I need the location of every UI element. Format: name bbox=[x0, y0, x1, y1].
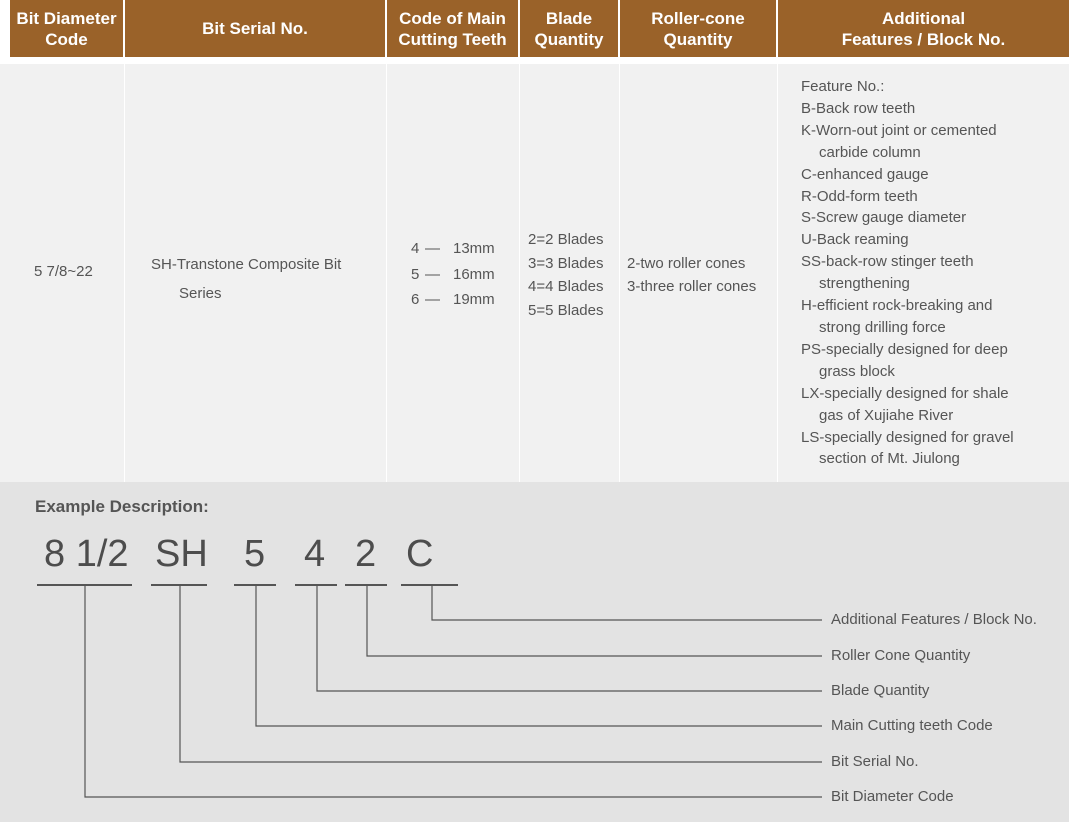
feature-item: R-Odd-form teeth bbox=[801, 187, 918, 205]
connector-serial bbox=[180, 585, 822, 762]
feature-item: carbide column bbox=[819, 143, 921, 161]
feature-item: H-efficient rock-breaking and bbox=[801, 297, 993, 315]
header-roller-cone-quantity: Roller-cone Quantity bbox=[620, 0, 776, 57]
feature-item: S-Screw gauge diameter bbox=[801, 209, 967, 227]
header-bit-diameter-code: Bit Diameter Code bbox=[10, 0, 123, 57]
serial-line-1: SH-Transtone Composite Bit bbox=[151, 256, 342, 273]
label-bit-serial-no: Bit Serial No. bbox=[831, 753, 919, 770]
feature-item: U-Back reaming bbox=[801, 231, 909, 249]
code-segment-diameter: 8 1/2 bbox=[44, 533, 129, 575]
connector-feature bbox=[432, 585, 822, 620]
teeth-size: 16mm bbox=[453, 265, 495, 283]
blade-item: 3=3 Blades bbox=[528, 254, 604, 272]
label-main-cutting-teeth-code: Main Cutting teeth Code bbox=[831, 717, 993, 734]
teeth-code: 4 bbox=[411, 240, 420, 257]
blade-item: 5=5 Blades bbox=[528, 301, 604, 319]
feature-item: SS-back-row stinger teeth bbox=[801, 253, 974, 271]
blade-item: 4=4 Blades bbox=[528, 278, 604, 295]
code-segment-feature: C bbox=[406, 533, 434, 575]
feature-item: strengthening bbox=[819, 275, 910, 293]
teeth-size: 13mm bbox=[453, 240, 495, 257]
teeth-dash: — bbox=[425, 291, 440, 308]
roller-cone-item: 2-two roller cones bbox=[627, 255, 746, 272]
roller-cone-item: 3-three roller cones bbox=[627, 278, 757, 295]
header-additional-features: Additional Features / Block No. bbox=[778, 0, 1069, 57]
feature-item: K-Worn-out joint or cemented bbox=[801, 121, 997, 139]
header-blade-quantity: Blade Quantity bbox=[520, 0, 618, 57]
feature-item: LS-specially designed for gravel bbox=[801, 428, 1014, 446]
feature-item: B-Back row teeth bbox=[801, 99, 916, 117]
code-segment-blade: 4 bbox=[304, 533, 326, 575]
feature-item: strong drilling force bbox=[819, 318, 946, 336]
feature-item: section of Mt. Jiulong bbox=[819, 450, 960, 468]
feature-item: gas of Xujiahe River bbox=[819, 406, 954, 424]
serial-line-2: Series bbox=[179, 285, 222, 302]
diameter-value: 5 7/8~22 bbox=[34, 263, 93, 280]
feature-title: Feature No.: bbox=[801, 78, 885, 95]
connector-blade bbox=[317, 585, 822, 691]
feature-item: C-enhanced gauge bbox=[801, 165, 929, 183]
teeth-dash: — bbox=[425, 240, 440, 257]
code-segment-teeth: 5 bbox=[244, 533, 266, 575]
label-roller-cone-quantity: Roller Cone Quantity bbox=[831, 647, 971, 664]
header-main-cutting-teeth-code: Code of Main Cutting Teeth bbox=[387, 0, 518, 57]
label-additional-features: Additional Features / Block No. bbox=[831, 611, 1037, 628]
feature-item: PS-specially designed for deep bbox=[801, 340, 1008, 358]
teeth-code: 6 bbox=[411, 291, 420, 308]
example-title: Example Description: bbox=[35, 497, 209, 516]
teeth-code: 5 bbox=[411, 265, 420, 283]
header-bit-serial-no: Bit Serial No. bbox=[125, 0, 385, 57]
teeth-size: 19mm bbox=[453, 291, 495, 308]
teeth-dash: — bbox=[425, 265, 440, 283]
blade-item: 2=2 Blades bbox=[528, 231, 604, 248]
label-blade-quantity: Blade Quantity bbox=[831, 682, 930, 699]
code-segment-roller: 2 bbox=[355, 533, 377, 575]
feature-item: LX-specially designed for shale bbox=[801, 384, 1009, 402]
label-bit-diameter-code: Bit Diameter Code bbox=[831, 788, 954, 805]
code-segment-serial: SH bbox=[155, 533, 208, 575]
feature-item: grass block bbox=[819, 362, 895, 380]
